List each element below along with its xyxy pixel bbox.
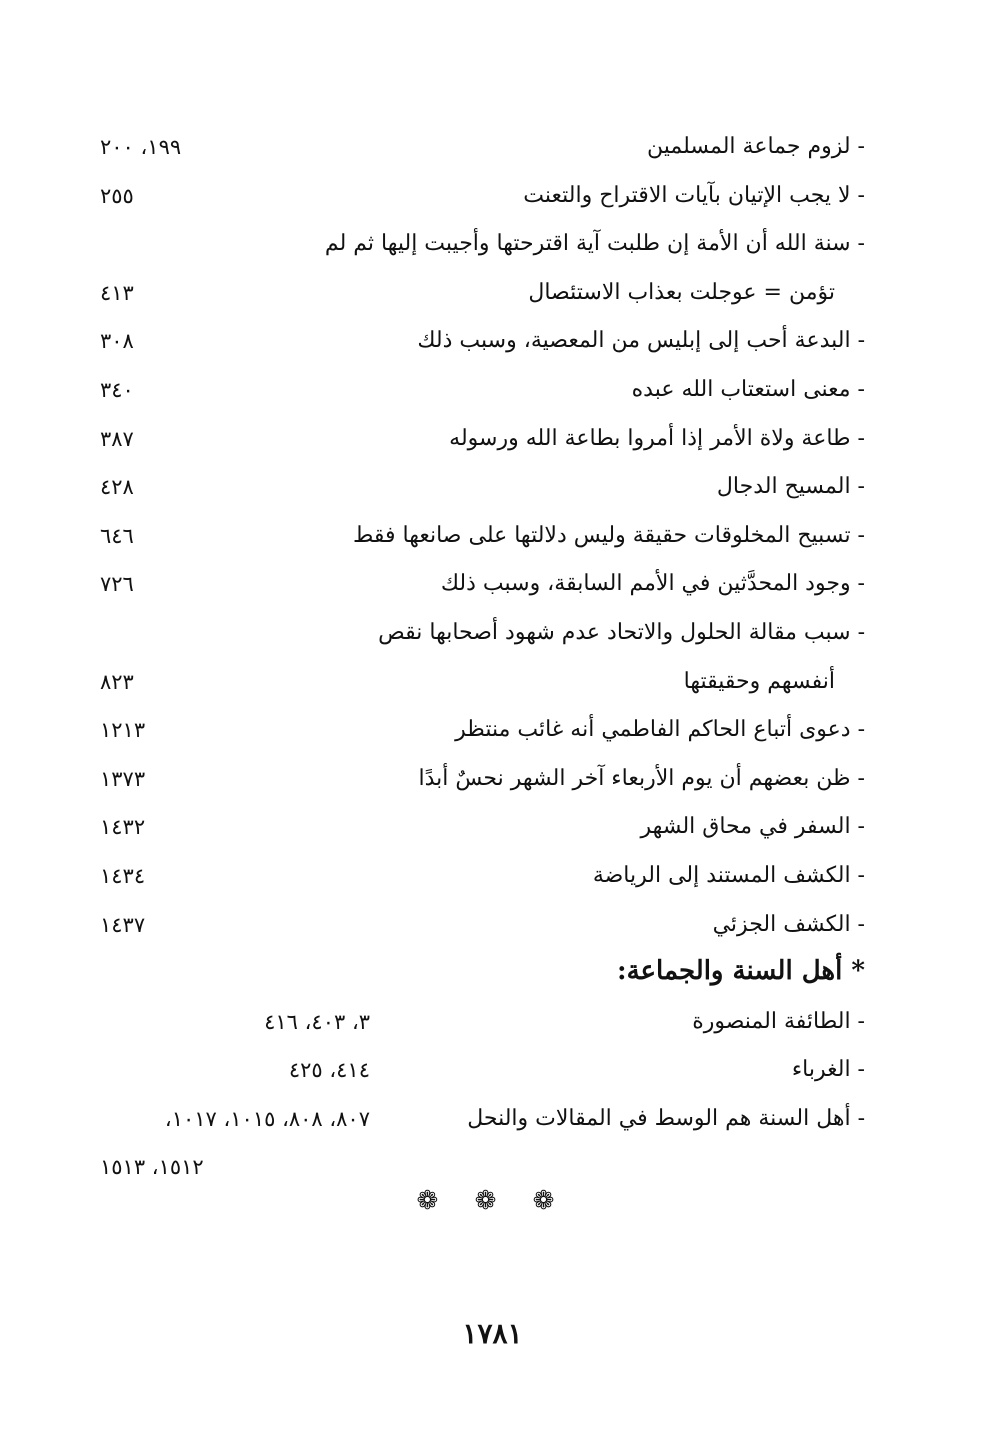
entry-pages: ٨٠٧، ٨٠٨، ١٠١٥، ١٠١٧، xyxy=(164,1106,370,1131)
section-divider-ornaments: ❁ ❁ ❁ xyxy=(416,1186,569,1216)
index-entry xyxy=(100,174,865,223)
entry-text: - سنة الله أن الأمة إن طلبت آية اقترحتها وأجيبت إليها ثم لم xyxy=(324,231,865,257)
index-entry xyxy=(100,465,865,514)
entry-text: - لزوم جماعة المسلمين xyxy=(647,134,865,159)
index-entry xyxy=(100,514,865,563)
index-entry xyxy=(100,222,865,271)
index-entry xyxy=(100,562,865,611)
section-heading xyxy=(100,951,865,1000)
entry-text: - أهل السنة هم الوسط في المقالات والنحل xyxy=(467,1105,865,1131)
entry-pages: ١٩٩، ٢٠٠ xyxy=(100,135,182,159)
index-entry xyxy=(100,903,865,952)
entry-pages: ٧٢٦ xyxy=(100,572,134,597)
entry-pages: ٣، ٤٠٣، ٤١٦ xyxy=(264,1009,370,1034)
index-entry xyxy=(100,805,865,854)
index-entry xyxy=(100,854,865,903)
entry-text: - سبب مقالة الحلول والاتحاد عدم شهود أصحابها نقص xyxy=(378,619,865,645)
entry-pages: ٤١٤، ٤٢٥ xyxy=(288,1058,370,1083)
entry-text: أنفسهم وحقيقتها xyxy=(683,668,835,694)
entry-text: - الطائفة المنصورة xyxy=(692,1008,865,1034)
entry-pages: ٣٠٨ xyxy=(100,329,134,354)
entry-pages: ١٤٣٤ xyxy=(100,863,146,888)
entry-text: - الكشف الجزئي xyxy=(712,911,865,937)
entry-pages: ١٥١٢، ١٥١٣ xyxy=(100,1155,204,1180)
entry-text: - معنى استعتاب الله عبده xyxy=(631,376,865,402)
index-entry xyxy=(100,368,865,417)
index-entry xyxy=(100,417,865,466)
entry-pages: ٤١٣ xyxy=(100,280,134,305)
index-entry xyxy=(100,125,865,174)
entry-text: - دعوى أتباع الحاكم الفاطمي أنه غائب منتظر xyxy=(455,717,865,743)
index-entry xyxy=(100,1097,865,1146)
entry-text: - تسبيح المخلوقات حقيقة وليس دلالتها على صانعها فقط xyxy=(353,522,865,548)
index-entry xyxy=(100,708,865,757)
entry-text: - وجود المحدَّثين في الأمم السابقة، وسبب ذلك xyxy=(440,571,865,597)
entry-text: - لا يجب الإتيان بآيات الاقتراح والتعنت xyxy=(523,182,865,208)
entry-pages: ٦٤٦ xyxy=(100,523,134,548)
index-entry-continuation xyxy=(100,271,865,320)
entry-pages: ٨٢٣ xyxy=(100,669,134,694)
page-number: ١٧٨١ xyxy=(462,1317,523,1350)
index-entry xyxy=(100,1000,865,1049)
entry-pages: ٢٥٥ xyxy=(100,183,134,208)
entry-pages: ١٤٣٧ xyxy=(100,912,146,937)
entry-text: - السفر في محاق الشهر xyxy=(640,814,865,840)
entry-pages: ١٤٣٢ xyxy=(100,815,146,840)
index-entry xyxy=(100,1048,865,1097)
section-heading-text: * أهل السنة والجماعة: xyxy=(617,956,865,987)
index-entry-continuation xyxy=(100,660,865,709)
entry-text: - طاعة ولاة الأمر إذا أمروا بطاعة الله ورسوله xyxy=(449,425,865,451)
index-entries xyxy=(100,125,865,1194)
entry-text: - الغرباء xyxy=(791,1057,865,1083)
entry-text: تؤمن = عوجلت بعذاب الاستئصال xyxy=(528,279,835,305)
entry-pages: ٣٨٧ xyxy=(100,426,134,451)
entry-pages: ٣٤٠ xyxy=(100,377,134,402)
entry-pages: ١٢١٣ xyxy=(100,718,146,743)
entry-pages: ٤٢٨ xyxy=(100,475,134,500)
entry-text: - البدعة أحب إلى إبليس من المعصية، وسبب ذلك xyxy=(417,328,865,354)
entry-text: - ظن بعضهم أن يوم الأربعاء آخر الشهر نحسٌ أبدًا xyxy=(418,765,865,791)
entry-pages: ١٣٧٣ xyxy=(100,766,146,791)
index-entry xyxy=(100,757,865,806)
index-entry xyxy=(100,319,865,368)
entry-text: - الكشف المستند إلى الرياضة xyxy=(592,862,865,888)
entry-text: - المسيح الدجال xyxy=(716,474,865,500)
index-entry xyxy=(100,611,865,660)
